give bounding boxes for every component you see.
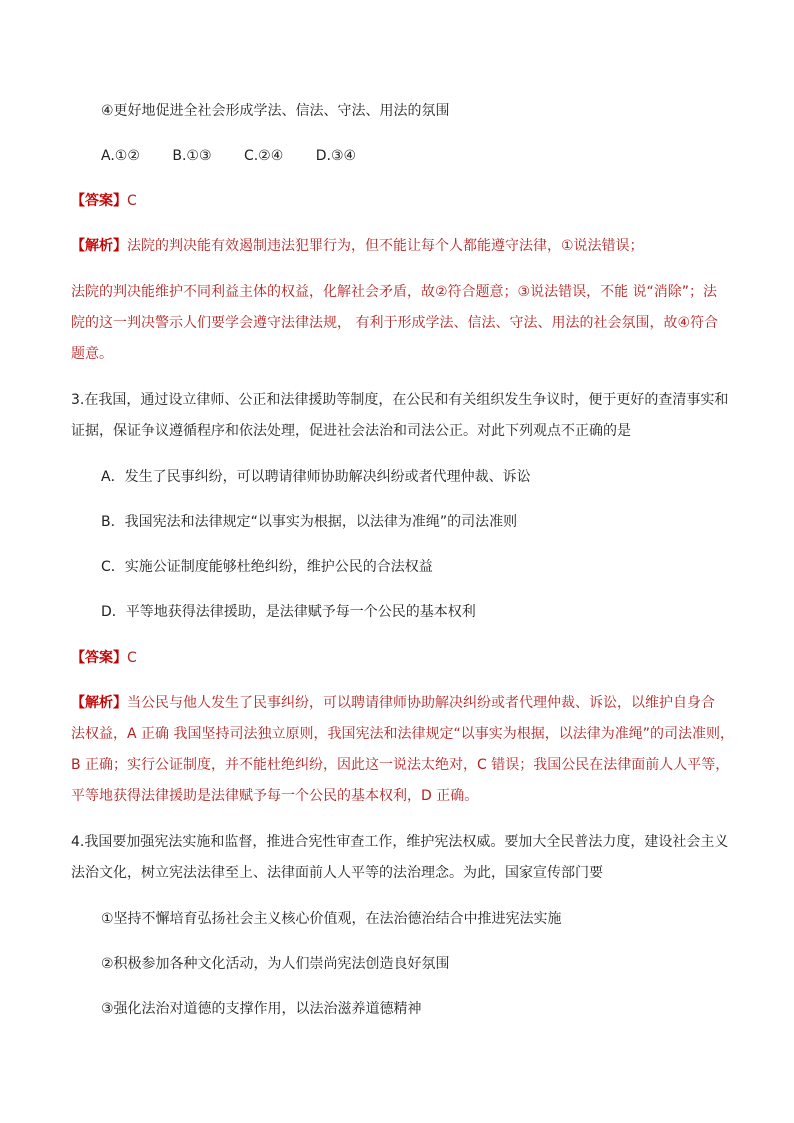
option-b: B．我国宪法和法律规定“以事实为根据，以法律为准绳”的司法准则 [101,514,518,530]
analysis-line [71,236,644,256]
answer-row [71,648,137,668]
option-a: A.①② [101,148,140,164]
analysis-line [71,693,715,713]
option-c: C．实施公证制度能够杜绝纠纷，维护公民的合法权益 [101,559,433,575]
analysis-text: 法院的判决能有效遏制违法犯罪行为，但不能让每个人都能遵守法律，①说法错误； [127,238,644,254]
analysis-text: 当公民与他人发生了民事纠纷，可以聘请律师协助解决纠纷或者代理仲裁、诉讼，以维护自身合 [127,695,715,711]
option-c: C.②④ [243,148,284,164]
question-stem: 4.我国要加强宪法实施和监督，推进合宪性审查工作，维护宪法权威。要加大全民普法力度，建设社会主义 [71,834,729,850]
question-stem: 法治文化，树立宪法法律至上、法律面前人人平等的法治理念。为此，国家宣传部门要 [71,865,603,881]
statement-1: ①坚持不懈培育弘扬社会主义核心价值观，在法治德治结合中推进宪法实施 [101,911,562,927]
analysis-line: 题意。 [71,346,113,362]
statement-2: ②积极参加各种文化活动，为人们崇尚宪法创造良好氛围 [101,956,450,972]
analysis-line: 法权益，A 正确 我国坚持司法独立原则，我国宪法和法律规定“以事实为根据，以法律为准绳”的司法准则， [71,726,734,742]
option-d: D.③④ [315,148,357,164]
answer-label: 【答案】 [71,650,127,666]
analysis-line: 法院的判决能维护不同利益主体的权益，化解社会矛盾，故②符合题意；③说法错误，不能 说“消除”；法 [71,284,718,300]
option-a: A．发生了民事纠纷，可以聘请律师协助解决纠纷或者代理仲裁、诉讼 [101,469,531,485]
statement-3: ③强化法治对道德的支撑作用，以法治滋养道德精神 [101,1001,422,1017]
answer-row [71,191,137,211]
question-stem: 3.在我国，通过设立律师、公正和法律援助等制度，在公民和有关组织发生争议时，便于更好的查清事实和 [71,392,729,408]
option-d: D．平等地获得法律援助，是法律赋予每一个公民的基本权利 [101,604,476,620]
analysis-line: 平等地获得法律援助是法律赋予每一个公民的基本权利，D 正确。 [71,788,479,804]
analysis-label: 【解析】 [71,695,127,711]
question-stem: 证据，保证争议遵循程序和依法处理，促进社会法治和司法公正。对此下列观点不正确的是 [71,423,631,439]
statement-4: ④更好地促进全社会形成学法、信法、守法、用法的氛围 [101,103,450,119]
answer-value: C [127,193,137,209]
answer-label: 【答案】 [71,193,127,209]
analysis-line: 院的这一判决警示人们要学会遵守法律法规， 有利于形成学法、信法、守法、用法的社会氛围，故④符合 [71,315,718,331]
answer-options [101,146,384,166]
analysis-line: B 正确；实行公证制度，并不能杜绝纠纷，因此这一说法太绝对，C 错误；我国公民在法律面前人人平等， [71,757,730,773]
analysis-label: 【解析】 [71,238,127,254]
option-b: B.①③ [172,148,212,164]
answer-value: C [127,650,137,666]
